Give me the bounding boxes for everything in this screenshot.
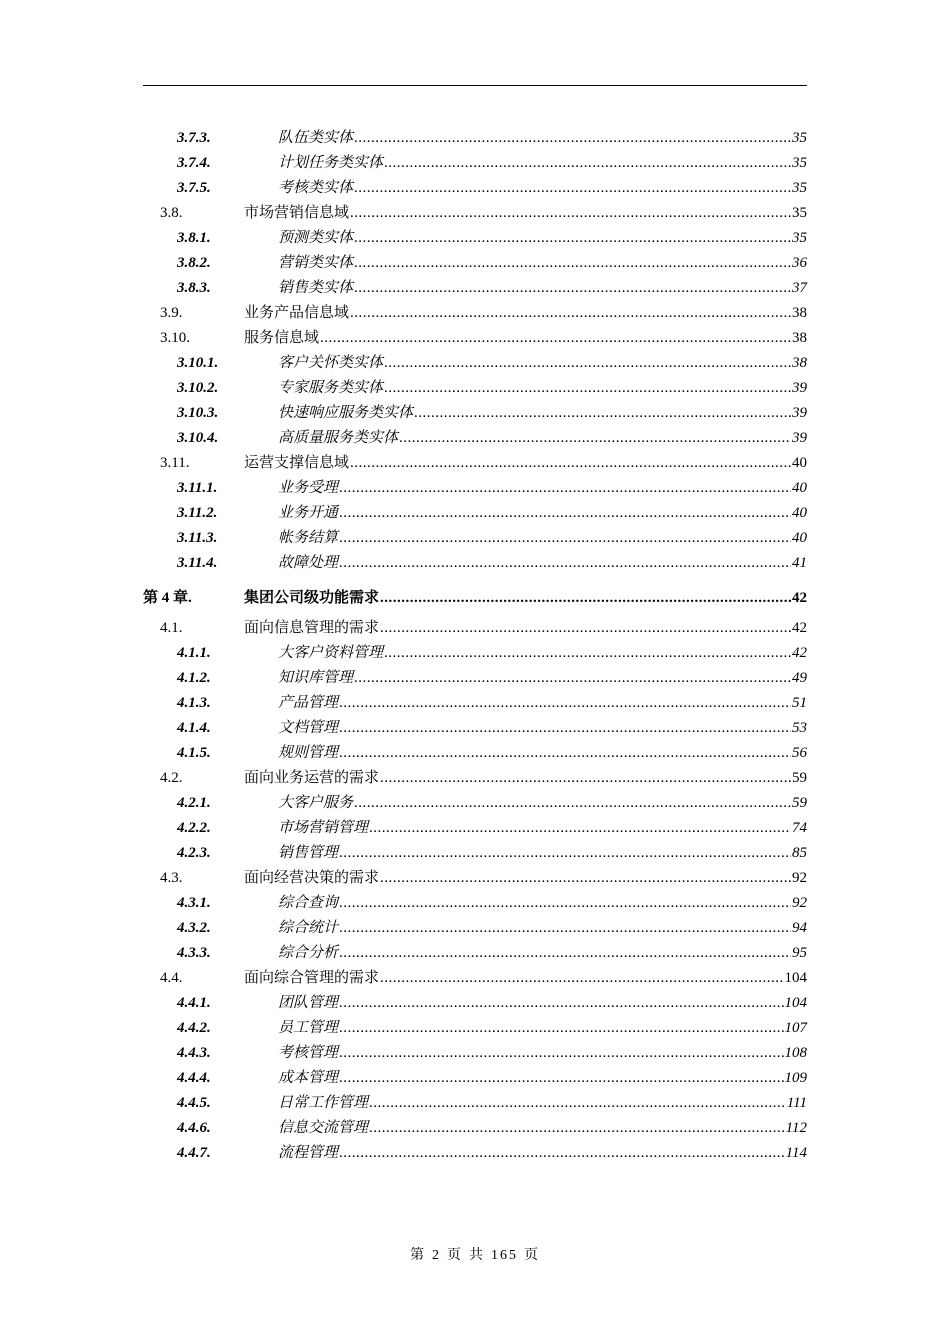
toc-entry-number: 4.4.1. [177, 995, 211, 1011]
toc-entry-number: 4.1.1. [177, 645, 211, 661]
toc-entry-page: 56 [792, 745, 807, 761]
toc-entry-page: 53 [792, 720, 807, 736]
toc-entry-line [278, 841, 807, 866]
toc-entry[interactable] [143, 376, 807, 401]
toc-entry-page: 42 [792, 620, 807, 636]
toc-dot-leader [380, 616, 791, 641]
toc-entry[interactable] [143, 816, 807, 841]
toc-entry-line [278, 1141, 807, 1166]
toc-entry-number: 4.1.4. [177, 720, 211, 736]
toc-entry-number: 3.7.5. [177, 180, 211, 196]
table-of-contents [143, 126, 807, 1166]
toc-entry-page: 38 [792, 355, 807, 371]
toc-entry[interactable] [143, 916, 807, 941]
toc-entry[interactable] [143, 616, 807, 641]
toc-dot-leader [339, 891, 791, 916]
toc-entry-number: 3.11.2. [177, 505, 218, 521]
toc-entry-line [244, 301, 807, 326]
toc-entry-title: 面向业务运营的需求 [244, 770, 380, 786]
toc-entry-line [278, 1041, 807, 1066]
toc-entry-number: 第 4 章. [143, 590, 192, 606]
toc-entry-title: 快速响应服务类实体 [278, 405, 414, 421]
toc-entry-title: 信息交流管理 [278, 1120, 369, 1136]
toc-entry-page: 111 [786, 1095, 807, 1111]
toc-dot-leader [380, 581, 791, 615]
toc-entry-number: 3.7.4. [177, 155, 211, 171]
toc-entry-number: 4.4.6. [177, 1120, 211, 1136]
toc-entry-line [278, 351, 807, 376]
toc-entry[interactable] [143, 641, 807, 666]
toc-entry-title: 计划任务类实体 [278, 155, 384, 171]
toc-entry-number: 3.9. [160, 305, 183, 321]
toc-entry-number: 4.3.2. [177, 920, 211, 936]
toc-dot-leader [354, 251, 791, 276]
toc-entry-title: 综合统计 [278, 920, 339, 936]
toc-entry-line [278, 941, 807, 966]
toc-entry[interactable] [143, 226, 807, 251]
toc-entry-title: 考核类实体 [278, 180, 354, 196]
toc-entry-line [278, 501, 807, 526]
toc-entry-title: 服务信息域 [244, 330, 320, 346]
toc-entry-page: 36 [792, 255, 807, 271]
toc-entry-title: 综合分析 [278, 945, 339, 961]
page-footer [0, 1244, 950, 1264]
toc-entry-number: 3.10.1. [177, 355, 219, 371]
toc-entry-title: 综合查询 [278, 895, 339, 911]
toc-dot-leader [384, 376, 791, 401]
toc-entry[interactable] [143, 201, 807, 226]
toc-entry[interactable] [143, 551, 807, 576]
toc-entry-number: 3.10.4. [177, 430, 219, 446]
toc-entry-page: 92 [792, 895, 807, 911]
toc-entry-page: 39 [792, 430, 807, 446]
toc-entry-number: 4.1.5. [177, 745, 211, 761]
toc-entry[interactable] [143, 126, 807, 151]
toc-entry-number: 4.2.2. [177, 820, 211, 836]
toc-entry-number: 3.11.1. [177, 480, 218, 496]
footer-current-page: 2 [432, 1248, 441, 1263]
toc-entry-number: 4.4.4. [177, 1070, 211, 1086]
toc-entry-page: 40 [792, 530, 807, 546]
toc-entry-number: 4.2. [160, 770, 183, 786]
toc-entry[interactable] [143, 666, 807, 691]
toc-entry-number: 3.10. [160, 330, 190, 346]
toc-entry-number: 4.1.2. [177, 670, 211, 686]
toc-entry-line [278, 401, 807, 426]
toc-dot-leader [350, 201, 791, 226]
toc-entry-title: 产品管理 [278, 695, 339, 711]
toc-entry-page: 41 [792, 555, 807, 571]
toc-entry-line [278, 666, 807, 691]
toc-entry-page: 112 [785, 1120, 807, 1136]
toc-entry-title: 流程管理 [278, 1145, 339, 1161]
toc-entry-number: 4.4. [160, 970, 183, 986]
toc-entry-number: 3.10.3. [177, 405, 219, 421]
toc-entry-title: 文档管理 [278, 720, 339, 736]
toc-dot-leader [399, 426, 791, 451]
toc-entry-number: 4.3.3. [177, 945, 211, 961]
toc-entry-line [278, 476, 807, 501]
toc-dot-leader [339, 916, 791, 941]
toc-entry-line [278, 816, 807, 841]
toc-entry-line [278, 126, 807, 151]
toc-entry-title: 规则管理 [278, 745, 339, 761]
toc-entry-page: 40 [792, 480, 807, 496]
toc-entry-page: 39 [792, 380, 807, 396]
toc-entry-title: 面向信息管理的需求 [244, 620, 380, 636]
toc-entry-line [278, 716, 807, 741]
toc-dot-leader [354, 666, 791, 691]
toc-entry-page: 107 [784, 1020, 807, 1036]
toc-entry-title: 营销类实体 [278, 255, 354, 271]
toc-chapter-entry[interactable] [143, 581, 807, 615]
toc-dot-leader [339, 501, 791, 526]
toc-dot-leader [320, 326, 791, 351]
toc-dot-leader [369, 816, 791, 841]
toc-entry[interactable] [143, 766, 807, 791]
toc-entry-line [278, 526, 807, 551]
toc-entry-line [278, 1066, 807, 1091]
footer-unit-page: 页 [447, 1248, 463, 1263]
toc-entry-line [244, 451, 807, 476]
toc-entry-page: 94 [792, 920, 807, 936]
toc-entry[interactable] [143, 1116, 807, 1141]
toc-entry-number: 3.11. [160, 455, 190, 471]
toc-entry[interactable] [143, 401, 807, 426]
toc-entry[interactable] [143, 451, 807, 476]
toc-entry-line [278, 691, 807, 716]
toc-dot-leader [354, 126, 791, 151]
toc-entry[interactable] [143, 991, 807, 1016]
toc-entry[interactable] [143, 966, 807, 991]
toc-entry-line [278, 551, 807, 576]
toc-entry[interactable] [143, 1141, 807, 1166]
toc-entry[interactable] [143, 476, 807, 501]
toc-entry-line [244, 616, 807, 641]
toc-entry[interactable] [143, 176, 807, 201]
toc-entry-page: 92 [792, 870, 807, 886]
toc-dot-leader [339, 691, 791, 716]
toc-entry-page: 51 [792, 695, 807, 711]
toc-entry-number: 3.7.3. [177, 130, 211, 146]
toc-entry-number: 4.2.1. [177, 795, 211, 811]
toc-dot-leader [354, 226, 791, 251]
toc-entry-page: 74 [792, 820, 807, 836]
toc-dot-leader [339, 1041, 783, 1066]
toc-entry-line [278, 426, 807, 451]
toc-entry-number: 3.8.2. [177, 255, 211, 271]
toc-dot-leader [380, 866, 791, 891]
toc-entry-line [244, 866, 807, 891]
toc-entry-line [244, 581, 807, 615]
toc-entry-line [278, 376, 807, 401]
toc-dot-leader [354, 276, 791, 301]
toc-entry[interactable] [143, 866, 807, 891]
toc-entry-number: 3.8.3. [177, 280, 211, 296]
toc-entry-line [278, 891, 807, 916]
toc-entry-page: 35 [792, 155, 807, 171]
toc-entry-number: 4.1.3. [177, 695, 211, 711]
toc-entry-number: 4.3.1. [177, 895, 211, 911]
toc-dot-leader [339, 551, 791, 576]
toc-entry-number: 4.1. [160, 620, 183, 636]
toc-entry[interactable] [143, 841, 807, 866]
toc-entry-line [278, 1116, 807, 1141]
toc-entry-title: 预测类实体 [278, 230, 354, 246]
toc-entry-number: 3.8. [160, 205, 183, 221]
toc-entry-page: 37 [792, 280, 807, 296]
toc-dot-leader [414, 401, 791, 426]
toc-entry-number: 4.4.5. [177, 1095, 211, 1111]
toc-entry-number: 3.10.2. [177, 380, 219, 396]
toc-entry-title: 员工管理 [278, 1020, 339, 1036]
toc-dot-leader [350, 451, 791, 476]
toc-entry-page: 109 [784, 1070, 807, 1086]
toc-dot-leader [384, 151, 791, 176]
toc-entry-title: 业务受理 [278, 480, 339, 496]
toc-dot-leader [339, 1141, 785, 1166]
toc-entry-line [278, 151, 807, 176]
toc-entry-title: 专家服务类实体 [278, 380, 384, 396]
toc-entry-page: 114 [785, 1145, 807, 1161]
toc-entry[interactable] [143, 526, 807, 551]
toc-entry[interactable] [143, 1041, 807, 1066]
toc-entry-page: 59 [792, 770, 807, 786]
header-rule [143, 85, 807, 86]
toc-dot-leader [384, 351, 791, 376]
toc-entry-page: 85 [792, 845, 807, 861]
toc-entry[interactable] [143, 501, 807, 526]
toc-entry-number: 4.2.3. [177, 845, 211, 861]
footer-label-page: 第 [410, 1248, 426, 1263]
toc-entry-title: 日常工作管理 [278, 1095, 369, 1111]
toc-entry-line [278, 1091, 807, 1116]
toc-dot-leader [369, 1091, 786, 1116]
footer-total-pages: 165 [491, 1248, 518, 1263]
toc-entry[interactable] [143, 1066, 807, 1091]
toc-entry-title: 大客户服务 [278, 795, 354, 811]
toc-entry-line [278, 991, 807, 1016]
toc-entry-page: 35 [792, 130, 807, 146]
toc-entry[interactable] [143, 716, 807, 741]
toc-entry-title: 集团公司级功能需求 [244, 590, 380, 606]
toc-entry-title: 大客户资料管理 [278, 645, 384, 661]
toc-entry-page: 104 [784, 970, 807, 986]
toc-entry-title: 成本管理 [278, 1070, 339, 1086]
footer-label-total: 共 [469, 1248, 485, 1263]
toc-entry-line [278, 251, 807, 276]
toc-entry[interactable] [143, 941, 807, 966]
toc-entry-title: 队伍类实体 [278, 130, 354, 146]
toc-entry-line [278, 916, 807, 941]
toc-entry-title: 市场营销信息域 [244, 205, 350, 221]
toc-entry[interactable] [143, 301, 807, 326]
toc-entry[interactable] [143, 326, 807, 351]
toc-entry-line [278, 791, 807, 816]
toc-dot-leader [350, 301, 791, 326]
toc-entry[interactable] [143, 251, 807, 276]
toc-entry-title: 面向综合管理的需求 [244, 970, 380, 986]
toc-entry-page: 49 [792, 670, 807, 686]
toc-dot-leader [384, 641, 791, 666]
toc-entry[interactable] [143, 426, 807, 451]
toc-entry-line [278, 641, 807, 666]
toc-entry[interactable] [143, 276, 807, 301]
toc-entry-page: 38 [792, 330, 807, 346]
toc-entry-title: 运营支撑信息域 [244, 455, 350, 471]
toc-entry[interactable] [143, 791, 807, 816]
toc-dot-leader [339, 526, 791, 551]
toc-entry[interactable] [143, 1016, 807, 1041]
toc-entry-page: 40 [792, 455, 807, 471]
toc-entry-page: 95 [792, 945, 807, 961]
toc-entry-line [278, 1016, 807, 1041]
toc-entry-line [244, 201, 807, 226]
toc-dot-leader [354, 176, 791, 201]
toc-entry-line [278, 176, 807, 201]
toc-dot-leader [380, 966, 783, 991]
toc-entry-number: 3.11.4. [177, 555, 218, 571]
toc-entry[interactable] [143, 691, 807, 716]
toc-entry-title: 客户关怀类实体 [278, 355, 384, 371]
toc-entry-line [244, 326, 807, 351]
toc-entry[interactable] [143, 351, 807, 376]
toc-entry-title: 知识库管理 [278, 670, 354, 686]
toc-entry-page: 35 [792, 230, 807, 246]
toc-dot-leader [339, 1066, 783, 1091]
toc-entry-page: 104 [784, 995, 807, 1011]
toc-entry-title: 面向经营决策的需求 [244, 870, 380, 886]
toc-entry-page: 35 [792, 205, 807, 221]
toc-entry[interactable] [143, 741, 807, 766]
toc-entry-line [244, 966, 807, 991]
toc-dot-leader [339, 991, 783, 1016]
toc-entry-line [278, 276, 807, 301]
toc-entry-title: 考核管理 [278, 1045, 339, 1061]
toc-entry-page: 42 [792, 645, 807, 661]
toc-dot-leader [339, 841, 791, 866]
toc-entry-title: 销售管理 [278, 845, 339, 861]
toc-entry-title: 故障处理 [278, 555, 339, 571]
toc-entry-number: 4.4.2. [177, 1020, 211, 1036]
toc-entry-title: 业务产品信息域 [244, 305, 350, 321]
toc-entry-number: 4.3. [160, 870, 183, 886]
toc-entry-page: 108 [784, 1045, 807, 1061]
toc-entry-title: 帐务结算 [278, 530, 339, 546]
toc-entry-number: 4.4.3. [177, 1045, 211, 1061]
toc-entry-title: 销售类实体 [278, 280, 354, 296]
footer-unit-total: 页 [524, 1248, 540, 1263]
toc-entry-number: 4.4.7. [177, 1145, 211, 1161]
toc-entry-title: 业务开通 [278, 505, 339, 521]
toc-entry-page: 39 [792, 405, 807, 421]
toc-entry-title: 市场营销管理 [278, 820, 369, 836]
toc-dot-leader [380, 766, 791, 791]
toc-entry[interactable] [143, 1091, 807, 1116]
toc-entry-page: 38 [792, 305, 807, 321]
toc-entry[interactable] [143, 891, 807, 916]
toc-entry-line [278, 741, 807, 766]
toc-entry-number: 3.8.1. [177, 230, 211, 246]
toc-entry-line [278, 226, 807, 251]
toc-entry-number: 3.11.3. [177, 530, 218, 546]
toc-entry-page: 59 [792, 795, 807, 811]
toc-entry[interactable] [143, 151, 807, 176]
toc-entry-page: 35 [792, 180, 807, 196]
toc-dot-leader [339, 716, 791, 741]
toc-entry-title: 团队管理 [278, 995, 339, 1011]
toc-dot-leader [339, 1016, 783, 1041]
toc-entry-title: 高质量服务类实体 [278, 430, 399, 446]
toc-dot-leader [339, 941, 791, 966]
toc-entry-page: 40 [792, 505, 807, 521]
toc-entry-page: 42 [792, 590, 807, 606]
toc-dot-leader [339, 476, 791, 501]
toc-dot-leader [339, 741, 791, 766]
toc-dot-leader [369, 1116, 785, 1141]
toc-dot-leader [354, 791, 791, 816]
toc-entry-line [244, 766, 807, 791]
